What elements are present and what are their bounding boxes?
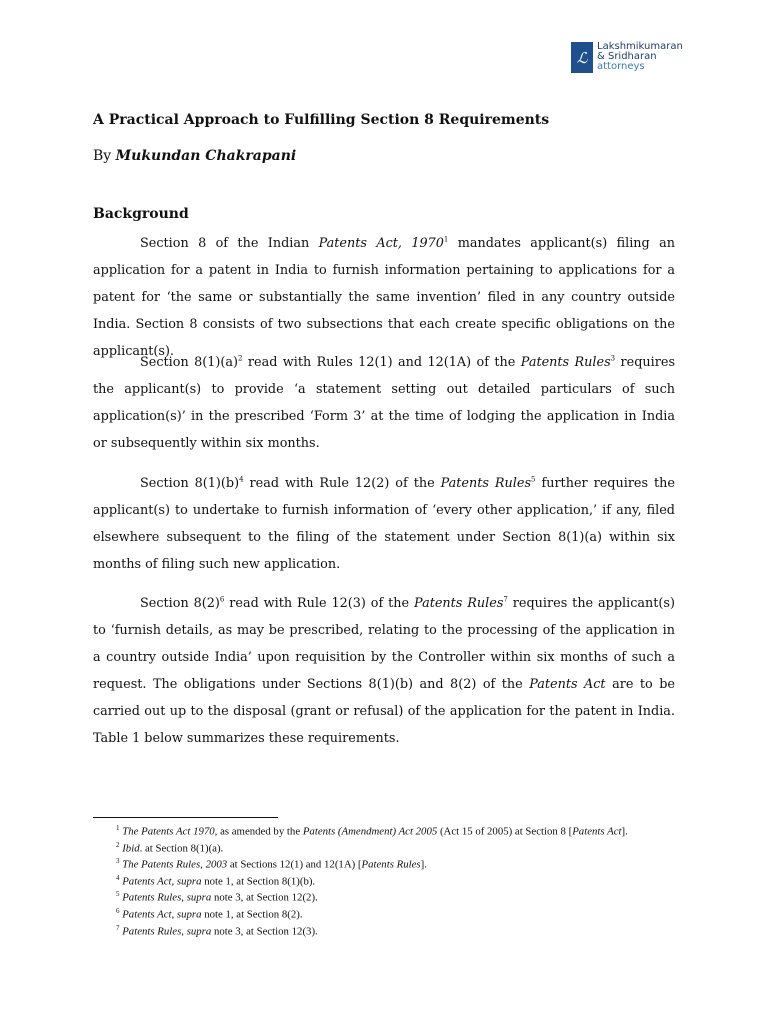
footnote-2: $^2$ Ibid. at Section 8(1)(a). (116, 840, 224, 855)
byline (93, 148, 296, 164)
paragraph-3: Section $8(1)(b)^4$ read with Rule 12(2) of the Patents Rules$^5$ further requires the applicant(s) to undertake to furnish information of ‘every other application,’ if any, filed elsewhere subsequent to the filing of the statement under Section 8(1)(a) within six months of filing such new application. (93, 475, 675, 572)
logo-monogram: ℒ (571, 42, 593, 73)
footnote-ref: 1 (443, 235, 449, 244)
footnote-ref: 4 (239, 475, 244, 484)
footnote-3: $^3$ The Patents Rules, 2003 at Sections 12(1) and 12(1A) [Patents Rules]. (116, 857, 427, 871)
footnotes (93, 822, 675, 938)
footnote-ref: 5 (531, 475, 536, 484)
section-heading: Background (93, 206, 189, 222)
paragraph-1: Section 8 of the Indian Patents Act, 1970$^1$ mandates applicant(s) filing an application for a patent in India to furnish information pertaining to applications for a patent for ‘the same or substantially the same invention’ filed in any country outside India. Section 8 consists of two subsections that each create specific obligations on the applicant(s). (93, 235, 676, 359)
firm-logo (571, 42, 683, 73)
paragraph-4: Section $8(2)^6$ read with Rule 12(3) of the Patents Rules$^7$ requires the applicant(s) to ‘furnish details, as may be prescribed, relating to the processing of the application in a country outside India’ upon requisition by the Controller within six months of such a request. The obligations under Sections 8(1)(b) and 8(2) of the Patents Act are to be carried out up to the disposal (grant or refusal) of the application for the patent in India. Table 1 below summarizes these requirements. (93, 595, 676, 746)
author-name: Mukundan Chakrapani (115, 148, 297, 164)
footnote-ref: 6 (219, 595, 225, 604)
footnote-5: $^5$ Patents Rules, supra note 3, at Section 12(2). (116, 890, 318, 904)
logo-line-3: attorneys (597, 61, 645, 72)
paragraph-2: Section $8(1)(a)^2$ read with Rules 12(1) and 12(1A) of the Patents Rules$^3$ requires the applicant(s) to provide ‘a statement setting out detailed particulars of such application(s)’ in the prescribed ‘Form 3’ at the time of lodging the application in India or subsequently within six months. (93, 354, 676, 451)
logo-wordmark (597, 42, 683, 72)
logo-line-2: & Sridharan (597, 51, 657, 62)
footnote-6: $^6$ Patents Act, supra note 1, at Section 8(2). (116, 906, 303, 921)
footnote-7: $^7$ Patents Rules, supra note 3, at Section 12(3). (116, 923, 318, 938)
footnote-ref: 3 (610, 354, 616, 363)
footnote-separator (93, 817, 278, 818)
document-title: A Practical Approach to Fulfilling Section 8 Requirements (93, 112, 550, 128)
footnote-ref: 2 (238, 354, 243, 363)
logo-line-1: Lakshmikumaran (597, 41, 683, 52)
footnote-1: $^1$ The Patents Act 1970, as amended by the Patents (Amendment) Act 2005 (Act 15 of 2005) at Section 8 [Patents Act]. (116, 824, 628, 838)
footnote-4: $^4$ Patents Act, supra note 1, at Section 8(1)(b). (116, 873, 316, 888)
byline-prefix: By (93, 148, 112, 164)
footnote-ref: 7 (503, 595, 508, 604)
